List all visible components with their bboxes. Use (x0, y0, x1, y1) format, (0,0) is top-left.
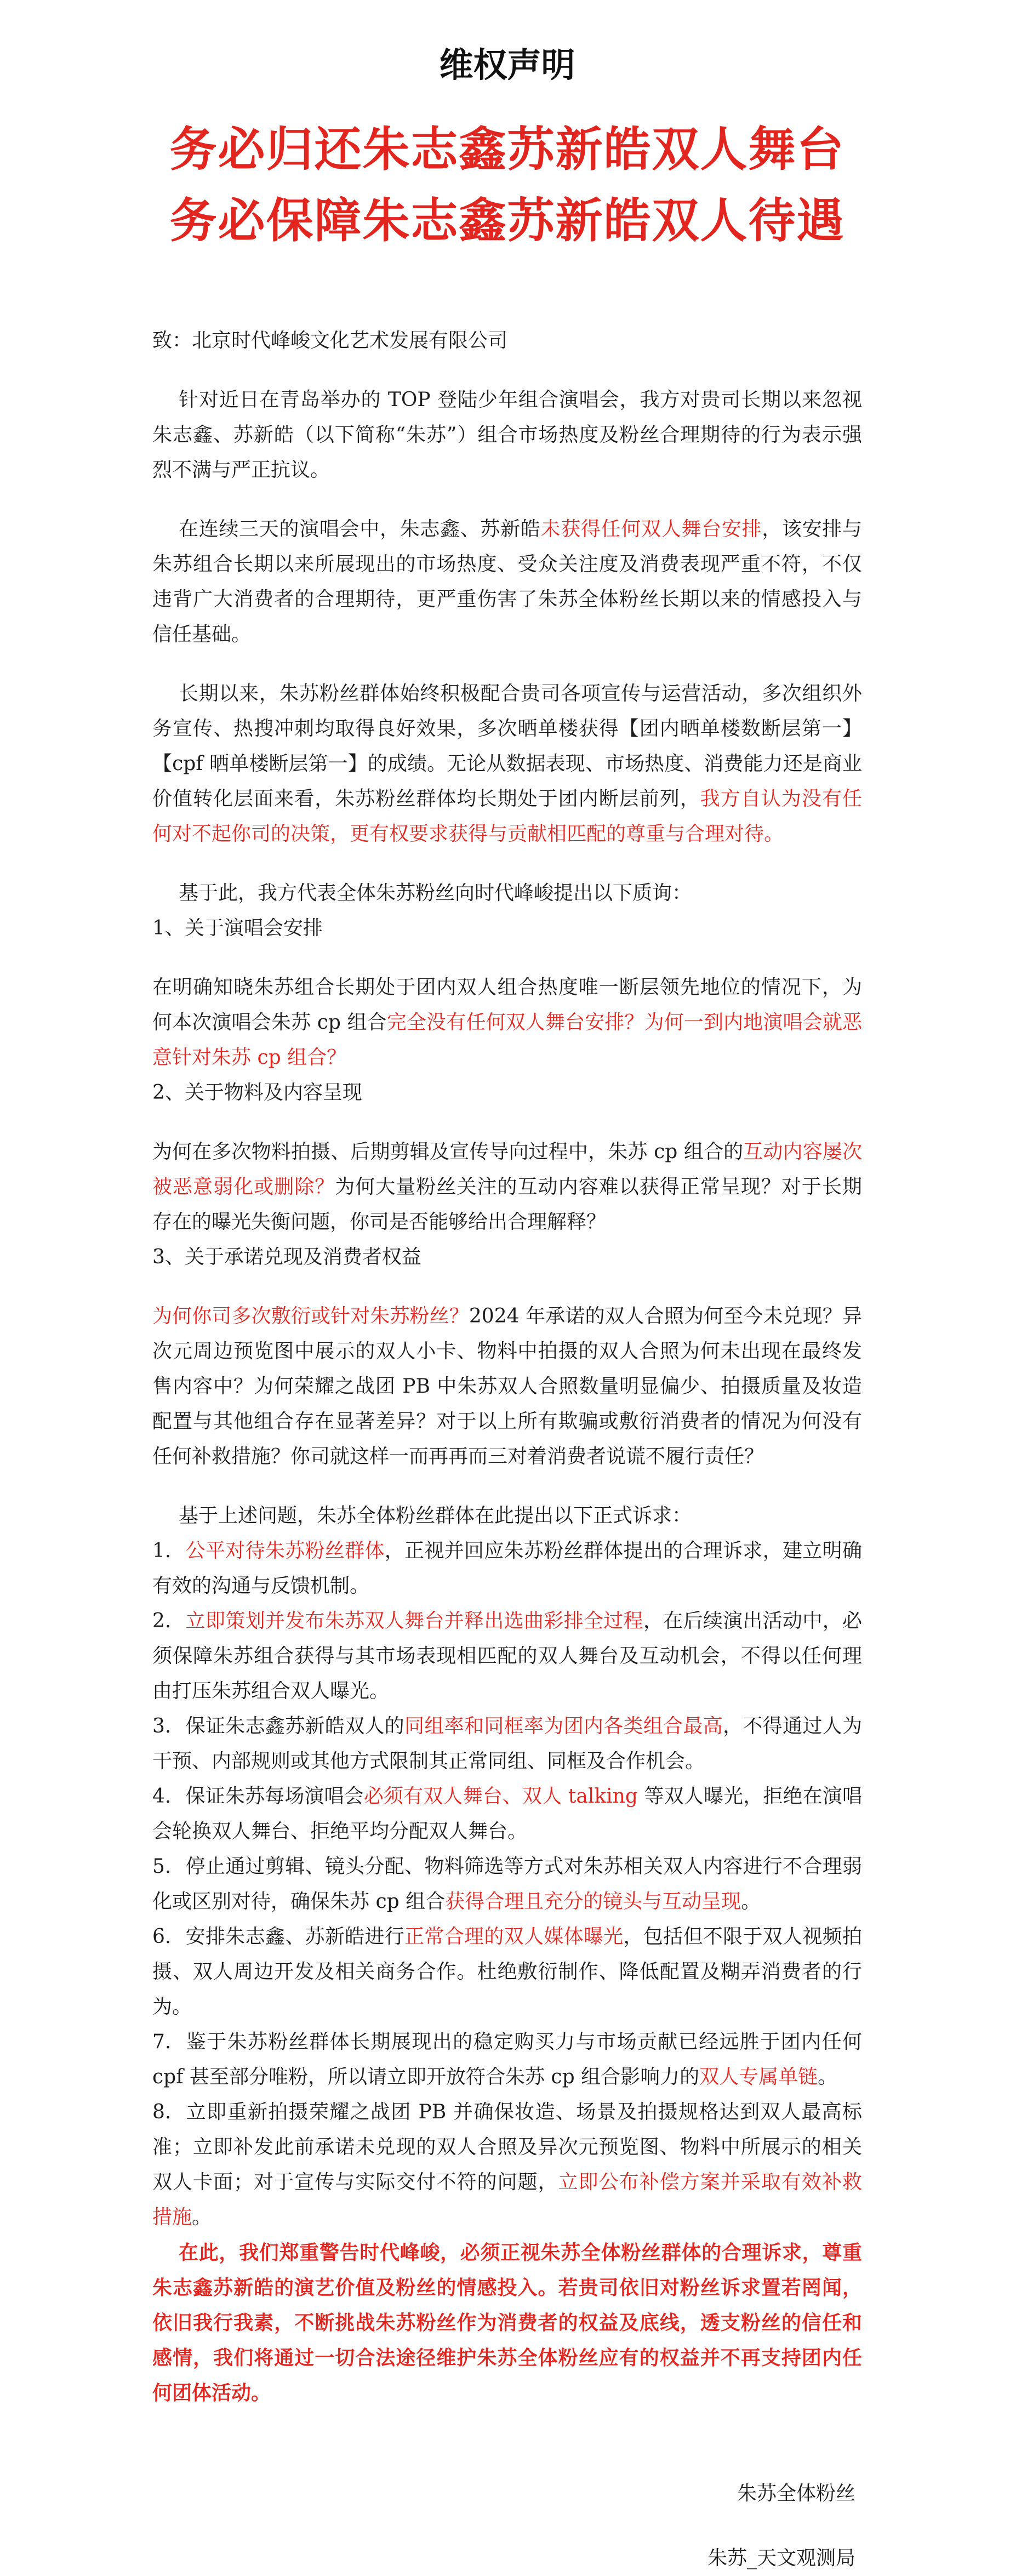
question-1-body (152, 970, 862, 1075)
question-2-text-b: 为何大量粉丝关注的互动内容难以获得正常呈现？对于长期存在的曝光失衡问题，你司是否能够给出合理解释？ (152, 1176, 862, 1233)
demand-item-3 (152, 1709, 862, 1779)
demand-text-b: ，在后续演出活动中，必须保障朱苏组合获得与其市场表现相匹配的双人舞台及互动机会，不得以任何理由打压朱苏组合双人曝光。 (152, 1610, 862, 1702)
demand-text-b: ，不得通过人为干预、内部规则或其他方式限制其正常同组、同框及合作机会。 (152, 1715, 862, 1773)
demand-number: 1. (152, 1540, 172, 1562)
question-1-heading: 1、关于演唱会安排 (152, 917, 323, 939)
recipient-line: 致：北京时代峰峻文化艺术发展有限公司 (152, 329, 508, 352)
concert-text-a: 在连续三天的演唱会中，朱志鑫、苏新皓 (179, 518, 541, 540)
headline-guarantee-treatment: 务必保障朱志鑫苏新皓双人待遇 (169, 193, 845, 248)
demand-item-1 (152, 1534, 862, 1604)
demand-text-a: 停止通过剪辑、镜头分配、物料筛选等方式对朱苏相关双人内容进行不合理弱化或区别对待，确保朱苏 cp 组合 (152, 1855, 862, 1913)
demand-item-6 (152, 1919, 862, 2025)
demand-text-a: 保证朱苏每场演唱会 (185, 1785, 364, 1808)
demand-text-a: 立即重新拍摄荣耀之战团 PB 并确保妆造、场景及拍摄规格达到双人最高标准；立即补发此前承诺未兑现的双人合照及异次元预览图、物料中所展示的相关双人卡面；对于宣传与实际交付不符的问题， (152, 2101, 862, 2193)
support-text-highlight: 我方自认为没有任何对不起你司的决策，更有权要求获得与贡献相匹配的尊重与合理对待。 (152, 788, 862, 845)
question-2-text-a: 为何在多次物料拍摄、后期剪辑及宣传导向过程中，朱苏 cp 组合的 (152, 1141, 744, 1163)
demand-highlight: 同组率和同框率为团内各类组合最高 (404, 1715, 723, 1737)
inquiry-intro: 基于此，我方代表全体朱苏粉丝向时代峰峻提出以下质询： (179, 882, 692, 904)
demand-highlight: 正常合理的双人媒体曝光 (404, 1925, 624, 1948)
demand-text-b: ，包括但不限于双人视频拍摄、双人周边开发及相关商务合作。杜绝敷衍制作、降低配置及糊弄消费者的行为。 (152, 1925, 862, 2018)
document-title: 维权声明 (439, 45, 575, 85)
demand-number: 4. (152, 1785, 172, 1808)
demand-item-5 (152, 1849, 862, 1919)
demand-item-2 (152, 1604, 862, 1709)
question-2-body (152, 1135, 862, 1240)
demand-item-7 (152, 2025, 862, 2095)
concert-text-b: ，该安排与朱苏组合长期以来所展现出的市场热度、受众关注度及消费表现严重不符，不仅违背广大消费者的合理期待，更严重伤害了朱苏全体粉丝长期以来的情感投入与信任基础。 (152, 518, 862, 646)
demand-number: 8. (152, 2101, 172, 2123)
demand-item-4 (152, 1779, 862, 1849)
signature-group: 朱苏全体粉丝 (737, 2482, 855, 2505)
question-1-text: 在明确知晓朱苏组合长期处于团内双人组合热度唯一断层领先地位的情况下，为何本次演唱会朱苏 cp 组合 (152, 976, 862, 1034)
demand-number: 3. (152, 1715, 172, 1737)
question-2-highlight: 互动内容屡次被恶意弱化或删除？ (152, 1141, 862, 1198)
question-1-highlight: 完全没有任何双人舞台安排？为何一到内地演唱会就恶意针对朱苏 cp 组合？ (152, 1011, 862, 1069)
demands-list (152, 1534, 862, 2235)
demand-number: 6. (152, 1925, 172, 1948)
demand-text-b: 。 (741, 1890, 761, 1913)
demand-text-a: 安排朱志鑫、苏新皓进行 (185, 1925, 405, 1948)
question-2-heading: 2、关于物料及内容呈现 (152, 1081, 362, 1104)
demands-intro: 基于上述问题，朱苏全体粉丝群体在此提出以下正式诉求： (179, 1504, 692, 1527)
question-3-body (152, 1299, 862, 1474)
support-text-a: 长期以来，朱苏粉丝群体始终积极配合贵司各项宣传与运营活动，多次组织外务宣传、热搜冲刺均取得良好效果，多次晒单楼获得【团内晒单楼数断层第一】【cpf 晒单楼断层第一】的成绩。无论从数据表现、市场热度、消费能力还是商业价值转化层面来看，朱苏粉丝群体均长期处于团内断层前列， (152, 682, 862, 810)
intro-paragraph: 针对近日在青岛举办的 TOP 登陆少年组合演唱会，我方对贵司长期以来忽视朱志鑫、苏新皓（以下简称“朱苏”）组合市场热度及粉丝合理期待的行为表示强烈不满与严正抗议。 (152, 389, 862, 481)
demand-highlight: 立即公布补偿方案并采取有效补救措施 (152, 2171, 862, 2229)
demand-number: 2. (152, 1610, 172, 1632)
headline-return-stage: 务必归还朱志鑫苏新皓双人舞台 (169, 122, 845, 177)
demand-item-8 (152, 2095, 862, 2235)
concert-paragraph (152, 512, 862, 652)
demand-text-b: 。 (818, 2066, 838, 2088)
support-paragraph (152, 676, 862, 852)
demand-text-b: 等双人曝光，拒绝在演唱会轮换双人舞台、拒绝平均分配双人舞台。 (152, 1785, 862, 1843)
demand-highlight: 必须有双人舞台、双人 talking (363, 1785, 638, 1808)
question-3-highlight: 为何你司多次敷衍或针对朱苏粉丝？ (152, 1305, 469, 1327)
demand-text-b: 。 (192, 2206, 212, 2229)
demand-highlight: 获得合理且充分的镜头与互动呈现 (445, 1890, 741, 1913)
signature-account: 朱苏_天文观测局 (707, 2547, 855, 2569)
question-3-heading: 3、关于承诺兑现及消费者权益 (152, 1246, 421, 1268)
demand-number: 5. (152, 1855, 172, 1878)
demand-text-b: ，正视并回应朱苏粉丝群体提出的合理诉求，建立明确有效的沟通与反馈机制。 (152, 1540, 862, 1597)
closing-warning: 在此，我们郑重警告时代峰峻，必须正视朱苏全体粉丝群体的合理诉求，尊重朱志鑫苏新皓的演艺价值及粉丝的情感投入。若贵司依旧对粉丝诉求置若罔闻，依旧我行我素，不断挑战朱苏粉丝作为消费者的权益及底线，透支粉丝的信任和感情，我们将通过一切合法途径维护朱苏全体粉丝应有的权益并不再支持团内任何团体活动。 (152, 2241, 862, 2404)
demand-text-a: 鉴于朱苏粉丝群体长期展现出的稳定购买力与市场贡献已经远胜于团内任何 cpf 甚至部分唯粉，所以请立即开放符合朱苏 cp 组合影响力的 (152, 2031, 862, 2088)
concert-text-highlight: 未获得任何双人舞台安排 (540, 518, 762, 540)
demand-text-a: 保证朱志鑫苏新皓双人的 (185, 1715, 405, 1737)
demand-highlight: 立即策划并发布朱苏双人舞台并释出选曲彩排全过程 (185, 1610, 643, 1632)
demand-highlight: 公平对待朱苏粉丝群体 (185, 1540, 385, 1562)
question-3-text: 2024 年承诺的双人合照为何至今未兑现？异次元周边预览图中展示的双人小卡、物料中拍摄的双人合照为何未出现在最终发售内容中？为何荣耀之战团 PB 中朱苏双人合照数量明显偏少、拍摄质量及妆造配置与其他组合存在显著差异？对于以上所有欺骗或敷衍消费者的情况为何没有任何补救措施？你司就这样一而再再而三对着消费者说谎不履行责任？ (152, 1305, 862, 1468)
demand-number: 7. (152, 2031, 172, 2053)
demand-highlight: 双人专属单链 (699, 2066, 818, 2088)
